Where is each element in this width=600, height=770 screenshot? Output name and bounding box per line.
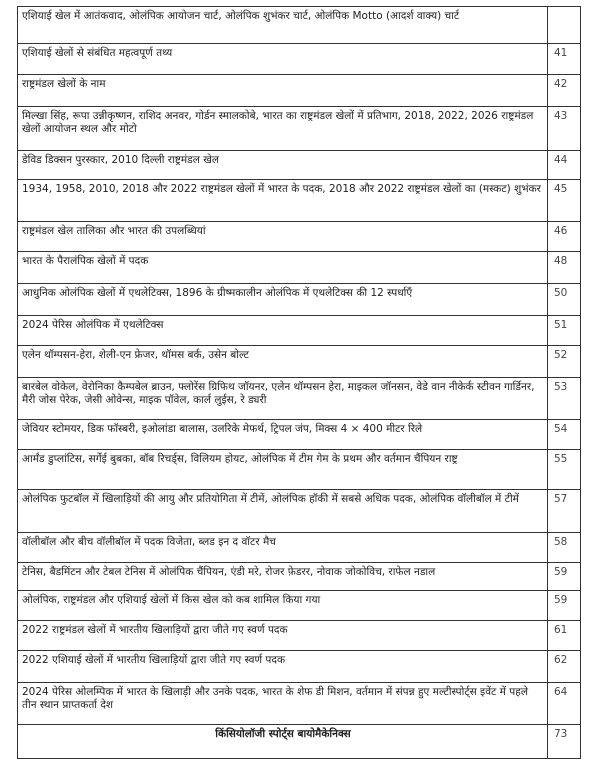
table-row — [18, 420, 581, 450]
page-number: 57 — [548, 490, 581, 533]
table-row — [18, 450, 581, 490]
table-row — [18, 151, 581, 180]
topic-cell: भारत के पैरालंपिक खेलों में पदक — [18, 252, 548, 284]
page-number — [548, 7, 581, 44]
page-number: 55 — [548, 450, 581, 490]
page-number: 48 — [548, 252, 581, 284]
page-number: 45 — [548, 180, 581, 222]
toc-body — [18, 7, 581, 759]
topic-cell: एशियाई खेल में आतंकवाद, ओलंपिक आयोजन चार्ट, ओलंपिक शुभंकर चार्ट, ओलंपिक Motto (आदर्श वाक्य) चार्ट — [18, 7, 548, 44]
table-row — [18, 44, 581, 75]
page-number: 54 — [548, 420, 581, 450]
page-number: 46 — [548, 222, 581, 252]
topic-cell: 2024 पेरिस ओलंपिक में एथलेटिक्स — [18, 316, 548, 346]
table-row — [18, 222, 581, 252]
table-row — [18, 180, 581, 222]
topic-cell: 2022 राष्ट्रमंडल खेलों में भारतीय खिलाड़ियों द्वारा जीते गए स्वर्ण पदक — [18, 621, 548, 651]
topic-cell: ओलंपिक फुटबॉल में खिलाड़ियों की आयु और प्रतियोगिता में टीमें, ओलंपिक हॉकी में सबसे अधिक पदक, ओलंपिक वॉलीबॉल में टीमें — [18, 490, 548, 533]
page-number: 41 — [548, 44, 581, 75]
table-of-contents — [17, 6, 581, 759]
table-row — [18, 346, 581, 378]
page-number: 73 — [548, 725, 581, 759]
page-number: 61 — [548, 621, 581, 651]
page-number: 64 — [548, 683, 581, 725]
page-number: 52 — [548, 346, 581, 378]
page-number: 59 — [548, 563, 581, 591]
page-number: 51 — [548, 316, 581, 346]
topic-cell: राष्ट्रमंडल खेलों के नाम — [18, 75, 548, 107]
topic-cell: आधुनिक ओलंपिक खेलों में एथलेटिक्स, 1896 के ग्रीष्मकालीन ओलंपिक में एथलेटिक्स की 12 स्पर्धाएँ — [18, 284, 548, 316]
table-row — [18, 7, 581, 44]
topic-cell: जेवियर स्टोमयर, डिक फॉस्बरी, इओलांडा बालास, उलरिके मेफर्थ, ट्रिपल जंप, मिक्स 4 × 400 मीटर रिले — [18, 420, 548, 450]
topic-cell: डेविड डिक्सन पुरस्कार, 2010 दिल्ली राष्ट्रमंडल खेल — [18, 151, 548, 180]
topic-cell: 2024 पेरिस ओलम्पिक में भारत के खिलाड़ी और उनके पदक, भारत के शेफ डी मिशन, वर्तमान में संपन्न हुए मल्टीस्पोर्ट्स इवेंट में पहले तीन स्थान प्राप्तकर्ता देश — [18, 683, 548, 725]
table-row — [18, 316, 581, 346]
section-heading: किंसियोलॉजी स्पोर्ट्स बायोमैकेनिक्स — [18, 725, 548, 759]
page-number: 59 — [548, 591, 581, 621]
table-row — [18, 683, 581, 725]
page-number: 58 — [548, 533, 581, 563]
table-row — [18, 651, 581, 683]
topic-cell: टेनिस, बैडमिंटन और टेबल टेनिस में ओलंपिक चैंपियन, एंडी मरे, रोजर फ़ेडरर, नोवाक जोकोविच, राफेल नडाल — [18, 563, 548, 591]
page-number: 50 — [548, 284, 581, 316]
table-row — [18, 621, 581, 651]
page-number: 42 — [548, 75, 581, 107]
table-row — [18, 378, 581, 420]
table-row — [18, 490, 581, 533]
topic-cell: एलेन थॉम्पसन-हेरा, शेली-एन फ्रेजर, थॉमस बर्क, उसेन बोल्ट — [18, 346, 548, 378]
topic-cell: बारबेल वोकेल, वेरोनिका कैम्पबेल ब्राउन, फ्लोरेंस ग्रिफिथ जॉयनर, एलेन थॉम्पसन हेरा, माइकल जॉनसन, वेडे वान नीकेर्क स्टीवन गार्डिनर, मैरी जोस पेरेक, जेसी ओवेन्स, माइक पॉवेल, कार्ल लुईस, रे ड्यरी — [18, 378, 548, 420]
table-row — [18, 75, 581, 107]
topic-cell: मिल्खा सिंह, रूपा उन्नीकृष्णन, राशिद अनवर, गोर्डन स्मालकोबे, भारत का राष्ट्रमंडल खेलों में प्रतिभाग, 2018, 2022, 2026 राष्ट्रमंडल खेलों आयोजन स्थल और मोटो — [18, 107, 548, 151]
section-row — [18, 725, 581, 759]
page-number: 44 — [548, 151, 581, 180]
topic-cell: राष्ट्रमंडल खेल तालिका और भारत की उपलब्धियां — [18, 222, 548, 252]
topic-cell: 2022 एशियाई खेलों में भारतीय खिलाड़ियों द्वारा जीते गए स्वर्ण पदक — [18, 651, 548, 683]
table-row — [18, 563, 581, 591]
topic-cell: एशियाई खेलों से संबंधित महत्वपूर्ण तथ्य — [18, 44, 548, 75]
page-number: 62 — [548, 651, 581, 683]
table-row — [18, 284, 581, 316]
topic-cell: वॉलीबॉल और बीच वॉलीबॉल में पदक विजेता, ब्लड इन द वॉटर मैच — [18, 533, 548, 563]
page-number: 53 — [548, 378, 581, 420]
topic-cell: ओलंपिक, राष्ट्रमंडल और एशियाई खेलों में किस खेल को कब शामिल किया गया — [18, 591, 548, 621]
page-number: 43 — [548, 107, 581, 151]
table-row — [18, 533, 581, 563]
topic-cell: 1934, 1958, 2010, 2018 और 2022 राष्ट्रमंडल खेलों में भारत के पदक, 2018 और 2022 राष्ट्रमंडल खेलों का (मस्कट) शुभंकर — [18, 180, 548, 222]
table-row — [18, 107, 581, 151]
table-row — [18, 591, 581, 621]
table-row — [18, 252, 581, 284]
topic-cell: आर्मंड डुप्लांटिस, सर्गेई बुबका, बॉब रिचर्ड्स, विलियम होयट, ओलंपिक में टीम गेम के प्रथम और वर्तमान चैंपियन राष्ट्र — [18, 450, 548, 490]
